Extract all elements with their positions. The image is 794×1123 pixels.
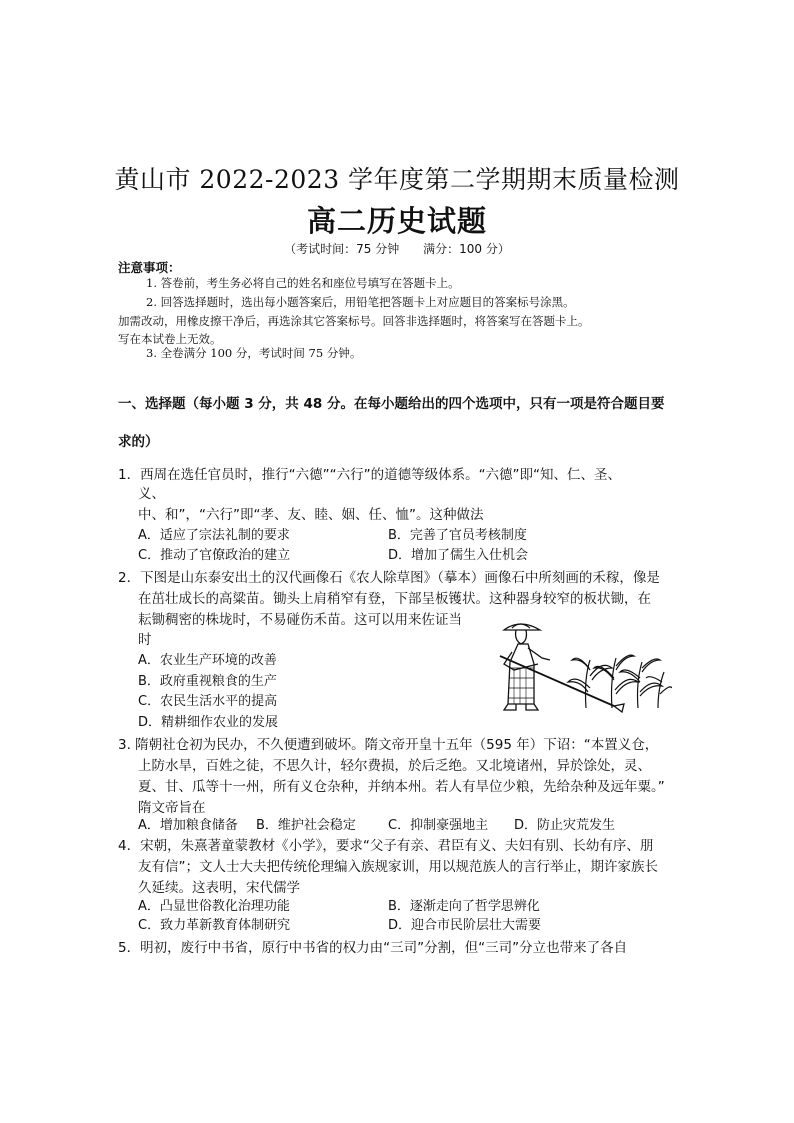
q3-stem: 3. 隋朝社仓初为民办，不久便遭到破坏。隋文帝开皇十五年（595 年）下诏：“本置义仓， <box>118 737 659 753</box>
note-2-cont: 加需改动，用橡皮擦干净后，再选涂其它答案标号。回答非选择题时，将答案写在答题卡上。 <box>118 314 590 328</box>
note-3: 3. 全卷满分 100 分，考试时间 75 分钟。 <box>146 346 362 360</box>
exam-time-score <box>0 240 794 257</box>
exam-score: 满分：100 分） <box>423 242 510 256</box>
note-2-cont2: 写在本试卷上无效。 <box>118 332 222 346</box>
section-heading: 一、选择题（每小题 3 分，共 48 分。在每小题给出的四个选项中，只有一项是符合题目要 <box>118 396 665 412</box>
q4-option-b: B．逐渐走向了哲学思辨化 <box>388 899 540 914</box>
q2-stem-cont3: 时 <box>138 632 152 648</box>
q1-option-d: D．增加了儒生入仕机会 <box>388 548 529 563</box>
section-heading-cont: 求的） <box>118 434 159 450</box>
notes-heading: 注意事项： <box>118 260 181 275</box>
q1-option-a: A．适应了宗法礼制的要求 <box>138 528 290 543</box>
q2-stem: 2．下图是山东泰安出土的汉代画像石《农人除草图》（摹本）画像石中所刻画的禾稼，像是 <box>118 570 660 586</box>
exam-time: （考试时间：75 分钟 <box>284 242 400 256</box>
q1-option-c: C．推动了官僚政治的建立 <box>138 548 291 563</box>
exam-subject-title: 高二历史试题 <box>306 204 487 238</box>
q1-stem: 1．西周在选任官员时，推行“六德”“六行”的道德等级体系。“六德”即“知、仁、圣、 <box>118 467 622 483</box>
exam-title: 黄山市 2022-2023 学年度第二学期期末质量检测 <box>114 165 680 194</box>
q3-option-a: A．增加粮食储备 <box>138 818 238 833</box>
q4-option-d: D．迎合市民阶层壮大需要 <box>388 918 542 933</box>
q1-stem-cont2: 中、和”，“六行”即“孝、友、睦、姻、任、恤”。这种做法 <box>138 507 484 523</box>
note-1: 1. 答卷前，考生务必将自己的姓名和座位号填写在答题卡上。 <box>146 276 460 290</box>
q3-stem-cont2: 夏、甘、瓜等十一州，所有义仓杂种，并纳本州。若人有旱位少粮，先给杂种及远年粟。” <box>138 779 665 795</box>
q4-option-a: A．凸显世俗教化治理功能 <box>138 899 290 914</box>
q2-option-d: D．精耕细作农业的发展 <box>138 715 279 730</box>
note-2: 2. 回答选择题时，选出每小题答案后，用铅笔把答题卡上对应题目的答案标号涂黑。 <box>146 295 575 309</box>
q4-stem-cont: 友有信”；文人士大夫把传统伦理编入族规家训，用以规范族人的言行举止，期许家族长 <box>138 859 658 875</box>
q3-option-b: B．维护社会稳定 <box>256 818 356 833</box>
q4-stem: 4．宋朝，朱熹著童蒙教材《小学》，要求“父子有亲、君臣有义、夫妇有别、长幼有序、朋 <box>118 838 654 854</box>
q2-option-b: B．政府重视粮食的生产 <box>138 674 277 689</box>
q2-option-a: A．农业生产环境的改善 <box>138 653 277 668</box>
q3-stem-cont: 上防水旱，百姓之徒，不思久计，轻尔费损，於后乏绝。又北境诸州，异於馀处，灵、 <box>138 758 651 774</box>
q2-option-c: C．农民生活水平的提高 <box>138 694 278 709</box>
q3-option-d: D．防止灾荒发生 <box>514 818 616 833</box>
q4-option-c: C．致力革新教育体制研究 <box>138 918 291 933</box>
q3-stem-cont3: 隋文帝旨在 <box>138 800 206 816</box>
q2-stem-cont: 在茁壮成长的高粱苗。锄头上肩稍窄有登，下部呈板镬状。这种器身较窄的板状锄，在 <box>138 591 651 607</box>
q1-option-b: B．完善了官员考核制度 <box>388 528 527 543</box>
q5-stem: 5．明初，废行中书省，原行中书省的权力由“三司”分割，但“三司”分立也带来了各自 <box>118 940 628 956</box>
q2-stem-cont2: 耘锄稠密的株垅时，不易碰伤禾苗。这可以用来佐证当 <box>138 612 462 628</box>
q4-stem-cont2: 久延续。这表明，宋代儒学 <box>138 880 300 896</box>
q1-stem-cont: 义、 <box>138 486 165 502</box>
farmer-weeding-illustration <box>494 608 672 718</box>
q3-option-c: C．抑制豪强地主 <box>388 818 489 833</box>
